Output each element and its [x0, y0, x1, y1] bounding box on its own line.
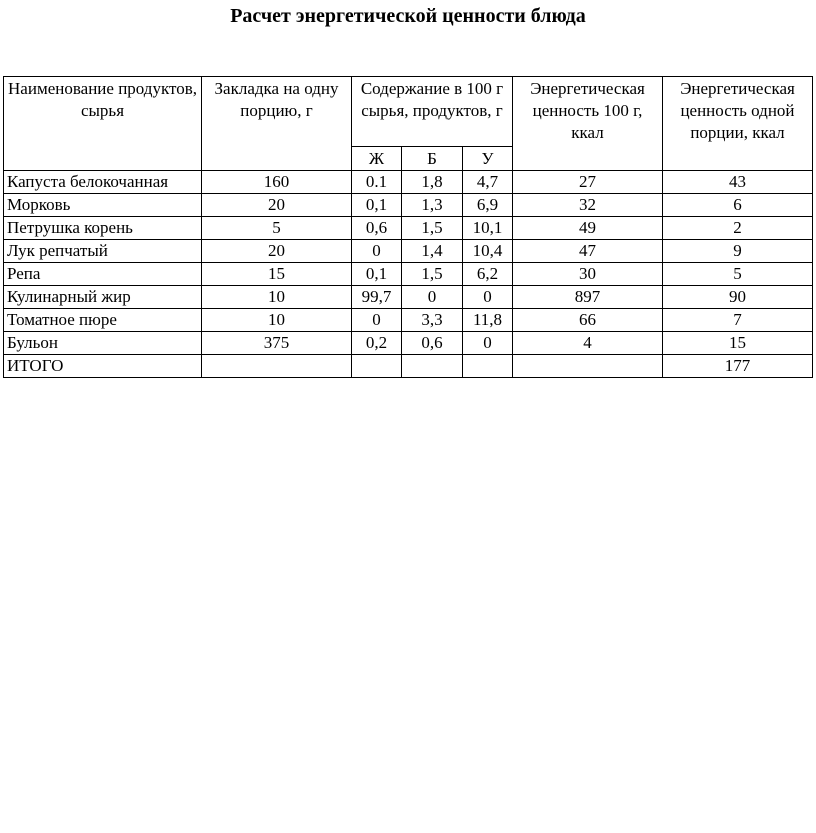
cell-carbs: 0 — [463, 332, 513, 355]
cell-product-name: Томатное пюре — [4, 309, 202, 332]
cell-energy-portion: 2 — [663, 217, 813, 240]
table-row — [4, 240, 813, 263]
energy-value-table — [3, 76, 813, 378]
cell-portion: 10 — [202, 286, 352, 309]
cell-fat: 0 — [352, 240, 402, 263]
header-energy-100g: Энергетическая ценность 100 г, ккал — [513, 77, 663, 171]
table-total-row — [4, 355, 813, 378]
cell-energy-portion: 5 — [663, 263, 813, 286]
cell-portion: 20 — [202, 240, 352, 263]
cell-portion: 375 — [202, 332, 352, 355]
cell-energy-100g-empty — [513, 355, 663, 378]
cell-fat-empty — [352, 355, 402, 378]
cell-fat: 0,1 — [352, 263, 402, 286]
table-row — [4, 309, 813, 332]
cell-carbs: 6,9 — [463, 194, 513, 217]
table-body — [4, 171, 813, 378]
cell-protein: 0,6 — [402, 332, 463, 355]
cell-energy-100g: 32 — [513, 194, 663, 217]
cell-product-name: Петрушка корень — [4, 217, 202, 240]
header-product-name: Наименование продуктов, сырья — [4, 77, 202, 171]
cell-energy-100g: 4 — [513, 332, 663, 355]
total-energy-portion: 177 — [663, 355, 813, 378]
cell-product-name: Кулинарный жир — [4, 286, 202, 309]
table-row — [4, 194, 813, 217]
cell-protein: 1,5 — [402, 217, 463, 240]
cell-energy-100g: 66 — [513, 309, 663, 332]
total-label: ИТОГО — [4, 355, 202, 378]
cell-portion: 20 — [202, 194, 352, 217]
cell-energy-100g: 47 — [513, 240, 663, 263]
cell-fat: 0,1 — [352, 194, 402, 217]
cell-energy-portion: 15 — [663, 332, 813, 355]
cell-protein: 1,4 — [402, 240, 463, 263]
cell-fat: 0,2 — [352, 332, 402, 355]
header-carbs: У — [463, 147, 513, 171]
header-energy-portion: Энергетическая ценность одной порции, ккал — [663, 77, 813, 171]
cell-portion: 5 — [202, 217, 352, 240]
cell-fat: 0 — [352, 309, 402, 332]
cell-energy-100g: 30 — [513, 263, 663, 286]
table-row — [4, 171, 813, 194]
table-header-row — [4, 77, 813, 147]
cell-portion-empty — [202, 355, 352, 378]
cell-energy-100g: 49 — [513, 217, 663, 240]
cell-carbs: 4,7 — [463, 171, 513, 194]
cell-carbs: 10,1 — [463, 217, 513, 240]
cell-fat: 99,7 — [352, 286, 402, 309]
cell-protein: 3,3 — [402, 309, 463, 332]
cell-energy-portion: 6 — [663, 194, 813, 217]
cell-carbs: 11,8 — [463, 309, 513, 332]
cell-portion: 10 — [202, 309, 352, 332]
header-portion-weight: Закладка на одну порцию, г — [202, 77, 352, 171]
table-row — [4, 263, 813, 286]
cell-portion: 160 — [202, 171, 352, 194]
table-row — [4, 286, 813, 309]
cell-protein: 1,5 — [402, 263, 463, 286]
cell-protein: 0 — [402, 286, 463, 309]
cell-fat: 0.1 — [352, 171, 402, 194]
header-fat: Ж — [352, 147, 402, 171]
cell-portion: 15 — [202, 263, 352, 286]
cell-carbs: 6,2 — [463, 263, 513, 286]
cell-energy-100g: 27 — [513, 171, 663, 194]
cell-protein-empty — [402, 355, 463, 378]
cell-product-name: Бульон — [4, 332, 202, 355]
cell-energy-portion: 7 — [663, 309, 813, 332]
cell-energy-portion: 90 — [663, 286, 813, 309]
cell-energy-portion: 43 — [663, 171, 813, 194]
cell-energy-100g: 897 — [513, 286, 663, 309]
cell-product-name: Морковь — [4, 194, 202, 217]
table-row — [4, 332, 813, 355]
page-title: Расчет энергетической ценности блюда — [230, 5, 586, 27]
cell-protein: 1,3 — [402, 194, 463, 217]
cell-energy-portion: 9 — [663, 240, 813, 263]
header-content-per-100g: Содержание в 100 г сырья, продуктов, г — [352, 77, 513, 147]
cell-protein: 1,8 — [402, 171, 463, 194]
cell-carbs: 0 — [463, 286, 513, 309]
cell-product-name: Капуста белокочанная — [4, 171, 202, 194]
cell-fat: 0,6 — [352, 217, 402, 240]
cell-product-name: Лук репчатый — [4, 240, 202, 263]
cell-carbs: 10,4 — [463, 240, 513, 263]
cell-carbs-empty — [463, 355, 513, 378]
cell-product-name: Репа — [4, 263, 202, 286]
header-protein: Б — [402, 147, 463, 171]
table-row — [4, 217, 813, 240]
